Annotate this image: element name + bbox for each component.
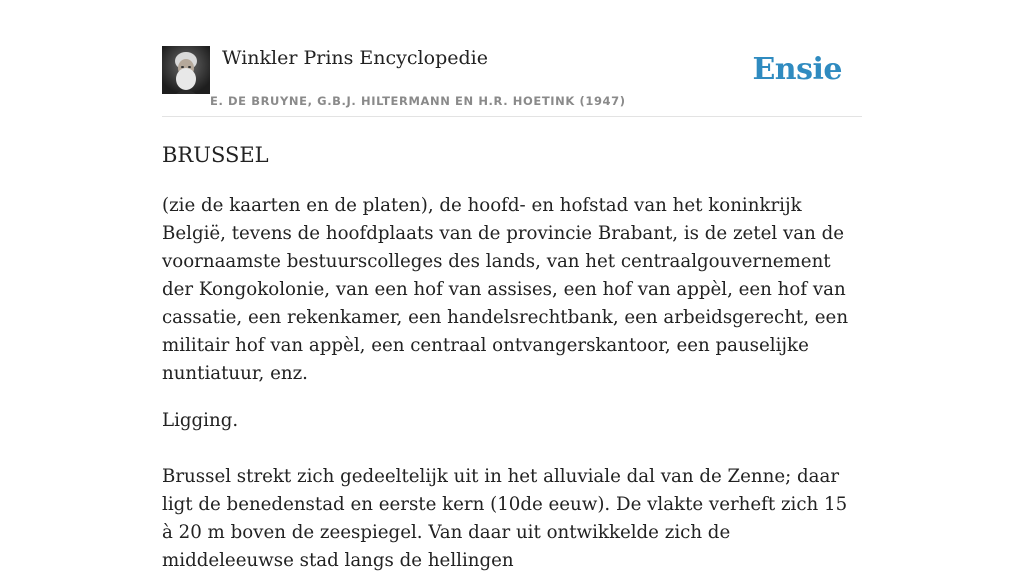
article-title: BRUSSEL [162, 143, 269, 167]
brand-logo-link[interactable]: Ensie [752, 52, 842, 87]
article-body [162, 140, 862, 575]
source-title[interactable]: Winkler Prins Encyclopedie [222, 47, 488, 69]
source-authors: E. DE BRUYNE, G.B.J. HILTERMANN EN H.R. HOETINK (1947) [210, 94, 626, 108]
article-paragraph-intro: (zie de kaarten en de platen), de hoofd- en hofstad van het koninkrijk België, tevens de hoofdplaats van de provincie Brabant, is de zetel van de voornaamste bestuurscolleges des lands, van het centraalgouvernement der Kongokolonie, van een hof van assises, een hof van appèl, een hof van cassatie, een rekenkamer, een handelsrechtbank, een arbeidsgerecht, een militair hof van appèl, een centraal ontvangerskantoor, een pauselijke nuntiatuur, enz. [162, 195, 849, 384]
source-header [162, 46, 862, 117]
author-portrait-icon [162, 46, 210, 94]
article-section-heading: Ligging. [162, 410, 239, 431]
article-paragraph-location: Brussel strekt zich gedeeltelijk uit in het alluviale dal van de Zenne; daar ligt de benedenstad en eerste kern (10de eeuw). De vlakte verheft zich 15 à 20 m boven de zeespiegel. Van daar uit ontwikkelde zich de middeleeuwse stad langs de hellingen [162, 466, 848, 571]
